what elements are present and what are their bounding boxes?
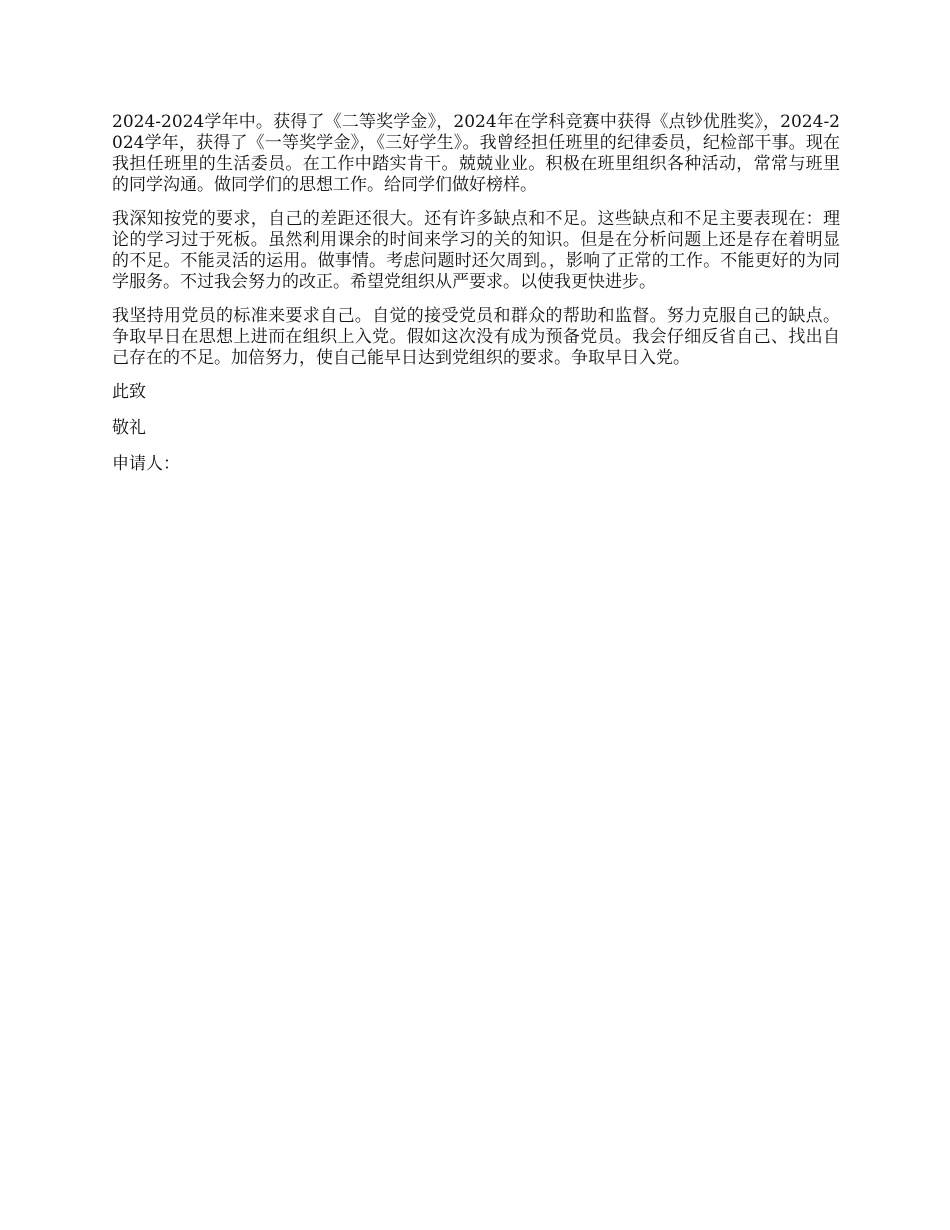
document-body — [112, 112, 840, 490]
paragraph-commitment: 我坚持用党员的标准来要求自己。自觉的接受党员和群众的帮助和监督。努力克服自己的缺点。争取早日在思想上进而在组织上入党。假如这次没有成为预备党员。我会仔细反省自己、找出自己存在的不足。加倍努力，使自己能早日达到党组织的要求。争取早日入党。 — [112, 306, 840, 368]
paragraph-achievements: 2024-2024学年中。获得了《二等奖学金》，2024年在学科竞赛中获得《点钞优胜奖》，2024-2024学年，获得了《一等奖学金》，《三好学生》。我曾经担任班里的纪律委员，纪检部干事。现在我担任班里的生活委员。在工作中踏实肯干。兢兢业业。积极在班里组织各种活动，常常与班里的同学沟通。做同学们的思想工作。给同学们做好榜样。 — [112, 112, 840, 195]
closing-text: 此致 — [112, 382, 146, 402]
salute-text: 敬礼 — [112, 418, 146, 438]
applicant-label: 申请人： — [112, 454, 180, 474]
paragraph-shortcomings: 我深知按党的要求，自己的差距还很大。还有许多缺点和不足。这些缺点和不足主要表现在：理论的学习过于死板。虽然利用课余的时间来学习的关的知识。但是在分析问题上还是存在着明显的不足。不能灵活的运用。做事情。考虑问题时还欠周到。，影响了正常的工作。不能更好的为同学服务。不过我会努力的改正。希望党组织从严要求。以使我更快进步。 — [112, 209, 840, 292]
